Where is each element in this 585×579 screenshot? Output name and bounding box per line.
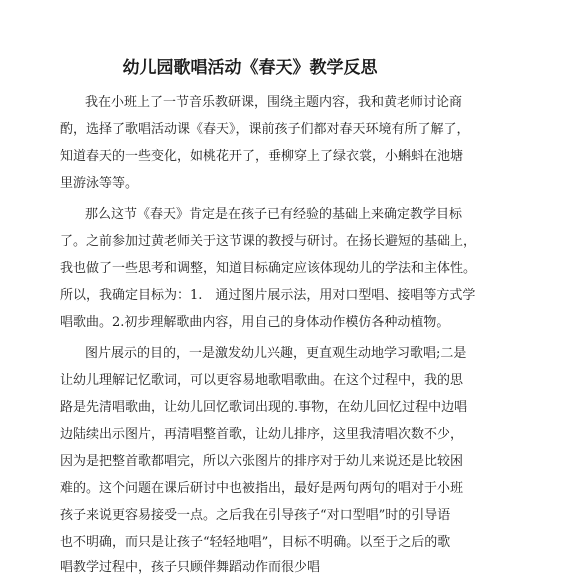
paragraph-line: 唱歌曲。2.初步理解歌曲内容，用自己的身体动作模仿各种动植物。 <box>60 315 450 330</box>
paragraph-line: 也不明确，而只是让孩子“轻轻地唱”，目标不明确。以至于之后的歌 <box>60 535 451 550</box>
paragraph-line: 边陆续出示图片，再清唱整首歌，让幼儿排序，这里我清唱次数不少， <box>60 427 464 442</box>
paragraph-line: 知道春天的一些变化，如桃花开了，垂柳穿上了绿衣裳，小蝌蚪在池塘 <box>60 149 464 164</box>
paragraph-line: 因为是把整首歌都唱完，所以六张图片的排序对于幼儿来说还是比较困 <box>60 454 464 469</box>
paragraph-line: 我在小班上了一节音乐教研课，围绕主题内容，我和黄老师讨论商 <box>85 95 463 110</box>
paragraph-line: 孩子来说更容易接受一点。之后我在引导孩子“对口型唱”时的引导语 <box>60 508 451 523</box>
paragraph-line: 唱教学过程中，孩子只顾伴舞蹈动作而很少唱 <box>60 560 321 575</box>
paragraph-line: 让幼儿理解记忆歌词，可以更容易地歌唱歌曲。在这个过程中，我的思 <box>60 373 464 388</box>
paragraph-line: 我也做了一些思考和调整，知道目标确定应该体现幼儿的学法和主体性。 <box>60 261 477 276</box>
paragraph-line: 里游泳等等。 <box>60 176 139 191</box>
paragraph-line: 所以，我确定目标为：1. 通过图片展示法，用对口型唱、接唱等方式学 <box>60 288 476 303</box>
paragraph-line: 酌，选择了歌唱活动课《春天》，课前孩子们都对春天环境有所了解了， <box>60 122 470 137</box>
paragraph-line: 难的。这个问题在课后研讨中也被指出，最好是两句两句的唱对于小班 <box>60 481 464 496</box>
paragraph-line: 图片展示的目的，一是激发幼儿兴趣，更直观生动地学习歌唱;二是 <box>85 346 467 361</box>
paragraph-line: 那么这节《春天》肯定是在孩子已有经验的基础上来确定教学目标 <box>85 207 463 222</box>
paragraph-line: 了。之前参加过黄老师关于这节课的教授与研讨。在扬长避短的基础上， <box>60 234 477 249</box>
paragraph-line: 路是先清唱歌曲，让幼儿回忆歌词出现的.事物，在幼儿回忆过程中边唱 <box>60 400 468 415</box>
document-title: 幼儿园歌唱活动《春天》教学反思 <box>122 58 378 78</box>
